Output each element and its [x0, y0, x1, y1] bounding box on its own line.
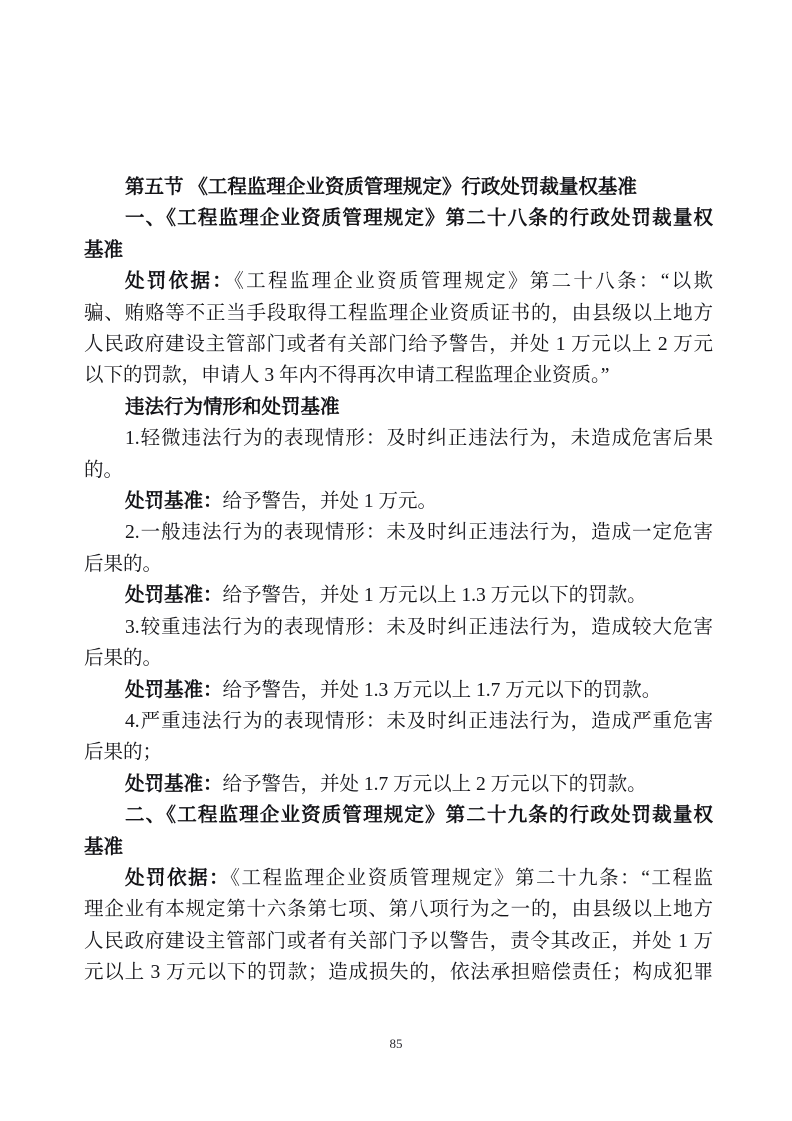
penalty-standard-line: 处罚基准：给予警告，并处 1 万元以上 1.3 万元以下的罚款。	[125, 585, 647, 607]
document-content	[84, 172, 713, 989]
page-number: 85	[389, 1036, 403, 1051]
body-line: 2.一般违法行为的表现情形：未及时纠正违法行为，造成一定危害	[125, 522, 713, 544]
body-line: 理企业有本规定第十六条第七项、第八项行为之一的，由县级以上地方	[84, 899, 713, 921]
subsection-heading-line: 一、《工程监理企业资质管理规定》第二十八条的行政处罚裁量权	[125, 208, 713, 230]
penalty-standard-line: 处罚基准：给予警告，并处 1.3 万元以上 1.7 万元以下的罚款。	[125, 679, 662, 701]
section-title-line: 第五节 《工程监理企业资质管理规定》行政处罚裁量权基准	[125, 177, 637, 198]
line-bold-label: 处罚基准：	[125, 585, 223, 607]
body-line: 4.严重违法行为的表现情形：未及时纠正违法行为，造成严重危害	[125, 710, 713, 732]
line-bold-label: 处罚依据：	[125, 867, 231, 889]
body-line: 后果的。	[84, 553, 163, 575]
body-line: 人民政府建设主管部门或者有关部门给予警告，并处 1 万元以上 2 万元	[84, 334, 713, 356]
body-line: 骗、贿赂等不正当手段取得工程监理企业资质证书的，由县级以上地方	[84, 302, 713, 324]
body-line: 的。	[84, 459, 124, 481]
body-line: 后果的；	[84, 742, 163, 764]
body-line: 3.较重违法行为的表现情形：未及时纠正违法行为，造成较大危害	[125, 616, 713, 638]
line-bold-label: 处罚基准：	[125, 491, 223, 513]
subsection-heading-line: 基准	[84, 836, 124, 858]
body-line: 人民政府建设主管部门或者有关部门予以警告，责令其改正，并处 1 万	[84, 930, 713, 952]
line-bold-label: 处罚基准：	[125, 773, 223, 795]
penalty-standard-line: 处罚基准：给予警告，并处 1 万元。	[125, 491, 438, 513]
line-bold-label: 处罚基准：	[125, 679, 223, 701]
penalty-standard-line: 处罚基准：给予警告，并处 1.7 万元以上 2 万元以下的罚款。	[125, 773, 647, 795]
line-bold-label: 处罚依据：	[125, 271, 235, 293]
body-line: 以下的罚款，申请人 3 年内不得再次申请工程监理企业资质。”	[84, 365, 610, 387]
penalty-basis-line: 处罚依据：《工程监理企业资质管理规定》第二十八条：“以欺	[125, 271, 713, 293]
subsection-heading-line: 基准	[84, 239, 124, 261]
body-line: 后果的。	[84, 648, 163, 670]
subsection-heading-line: 二、《工程监理企业资质管理规定》第二十九条的行政处罚裁量权	[125, 805, 713, 827]
penalty-basis-line: 处罚依据：《工程监理企业资质管理规定》第二十九条：“工程监	[125, 867, 713, 889]
body-line: 1.轻微违法行为的表现情形：及时纠正违法行为，未造成危害后果	[125, 428, 713, 450]
subheading-line: 违法行为情形和处罚基准	[125, 396, 340, 418]
body-line: 元以上 3 万元以下的罚款；造成损失的，依法承担赔偿责任；构成犯罪	[84, 962, 713, 984]
